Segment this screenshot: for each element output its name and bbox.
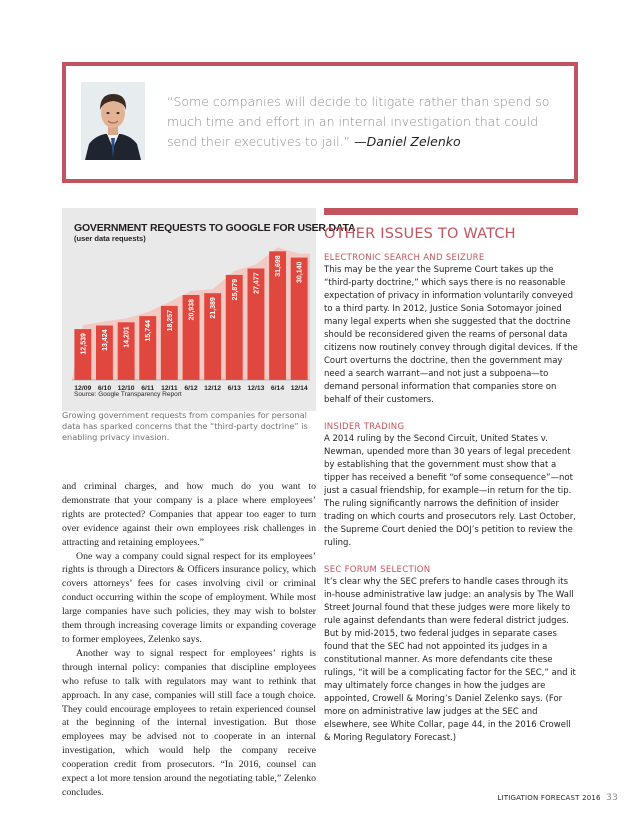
bar-value-label: 31,698 [275, 255, 282, 277]
page-footer [497, 793, 618, 803]
chart-title: GOVERNMENT REQUESTS TO GOOGLE FOR USER DATA [74, 222, 356, 234]
quote-body: “Some companies will decide to litigate rather than spend so much time and effort in an internal investigation that could send their executives to jail.” [167, 94, 550, 149]
x-tick-label: 12/13 [247, 385, 265, 392]
chart-caption: Growing government requests from companies for personal data has sparked concerns that the “third-party doctrine” is enabling privacy invasion. [62, 410, 308, 442]
page-number: 33 [606, 793, 618, 803]
body-column [62, 480, 316, 800]
x-tick-label: 12/12 [204, 385, 222, 392]
section-body: It’s clear why the SEC prefers to handle cases through its in-house administrative law judge: an analysis by The Wall Street Journal found that these judges were more likely to rule against defendants than were federal district judges. But by mid-2015, two federal judges in separate cases found that the SEC had not appointed its judges in a constitutional manner. As more defendants cite these rulings, “it will be a complicating factor for the SEC,” and it may ultimately force changes in how the judges are appointed, Crowell & Moring’s Daniel Zelenko says. (For more on administrative law judges at the SEC and elsewhere, see White Collar, page 44, in the 2016 Crowell & Moring Regulatory Forecast.) [324, 577, 576, 743]
body-paragraph: Another way to signal respect for employees’ rights is through internal policy: companies that discipline employees who refuse to talk with regulators may want to rethink that approach. In any case, companies will still face a tough choice. They could encourage employees to retain experienced counsel at the beginning of the internal investigation. But those employees may be advised not to cooperate in an internal investigation, which would help the company receive cooperation credit from prosecutors. “In 2016, counsel can expect a lot more tension around the negotiating table,” Zelenko concludes. [62, 647, 316, 798]
bar-value-label: 21,389 [210, 297, 218, 319]
x-tick-label: 12/11 [161, 385, 178, 392]
chart-subtitle: (user data requests) [74, 234, 146, 243]
section-heading: INSIDER TRADING [324, 422, 405, 432]
bar-value-label: 13,424 [102, 329, 109, 351]
avatar [81, 82, 145, 160]
quote-text [167, 92, 567, 152]
portrait-image [81, 82, 145, 160]
x-tick-label: 12/09 [74, 385, 92, 392]
sidebar-accent-bar [324, 208, 578, 215]
x-tick-label: 6/13 [227, 385, 241, 392]
bar-value-label: 12,539 [80, 333, 88, 355]
bar-value-label: 27,477 [253, 272, 261, 294]
section-body: This may be the year the Supreme Court takes up the “third-party doctrine,” which says there is no reasonable expectation of privacy in information voluntarily conveyed to a third party. In 2012, Justice Sonia Sotomayor joined many legal experts when she suggested that the doctrine should be reconsidered given the reams of personal data citizens now routinely convey through digital devices. If the Court overturns the doctrine, then the government may need a search warrant—and not just a subpoena—to demand personal information that companies store on behalf of their customers. [324, 265, 578, 405]
bar-value-label: 30,140 [296, 261, 304, 284]
bar-value-label: 20,938 [188, 299, 196, 321]
x-tick-label: 6/11 [141, 385, 155, 392]
body-paragraph: One way a company could signal respect for its employees’ rights is through a Directors & Officers insurance policy, which covers attorneys’ fees for cases involving civil or criminal conduct occurring within the scope of employment. While most large companies have such policies, they may wish to bolster them through increasing coverage limits or expanding coverage to former employees, Zelenko says. [62, 550, 316, 645]
quote-author: —Daniel Zelenko [354, 134, 461, 149]
sidebar [324, 226, 578, 759]
section-body: A 2014 ruling by the Second Circuit, United States v. Newman, upended more than 30 years of legal precedent by establishing that the government must show that a tipper has received a benefit “of some consequence”—not just a casual friendship, for example—in return for the tip. The ruling significantly narrows the definition of insider trading on which courts and prosecutors rely. Last October, the Supreme Court denied the DOJ’s petition to review the ruling. [324, 434, 576, 548]
sidebar-title: OTHER ISSUES TO WATCH [324, 226, 516, 242]
x-tick-label: 6/12 [184, 385, 198, 392]
x-tick-label: 12/14 [290, 385, 308, 392]
bar-value-label: 25,879 [231, 278, 239, 301]
section-heading: SEC FORUM SELECTION [324, 565, 431, 575]
bar-value-label: 14,201 [123, 326, 131, 348]
footer-label: LITIGATION FORECAST 2016 [497, 794, 601, 802]
pull-quote-box [62, 62, 578, 183]
body-paragraph: and criminal charges, and how much do you want to demonstrate that your company is a place where employees’ rights are protected? Companies that appear too eager to turn over evidence against their own employees risk challenges in attracting and retaining employees.” [62, 481, 316, 548]
x-tick-label: 6/10 [97, 385, 112, 392]
chart-panel [62, 208, 356, 411]
bar-value-label: 18,257 [166, 309, 174, 332]
bar-value-label: 15,744 [145, 320, 153, 342]
x-tick-label: 6/14 [270, 385, 285, 392]
section-heading: ELECTRONIC SEARCH AND SEIZURE [324, 253, 485, 263]
chart-source: Source: Google Transparency Report [74, 391, 182, 398]
x-tick-label: 12/10 [117, 385, 135, 392]
